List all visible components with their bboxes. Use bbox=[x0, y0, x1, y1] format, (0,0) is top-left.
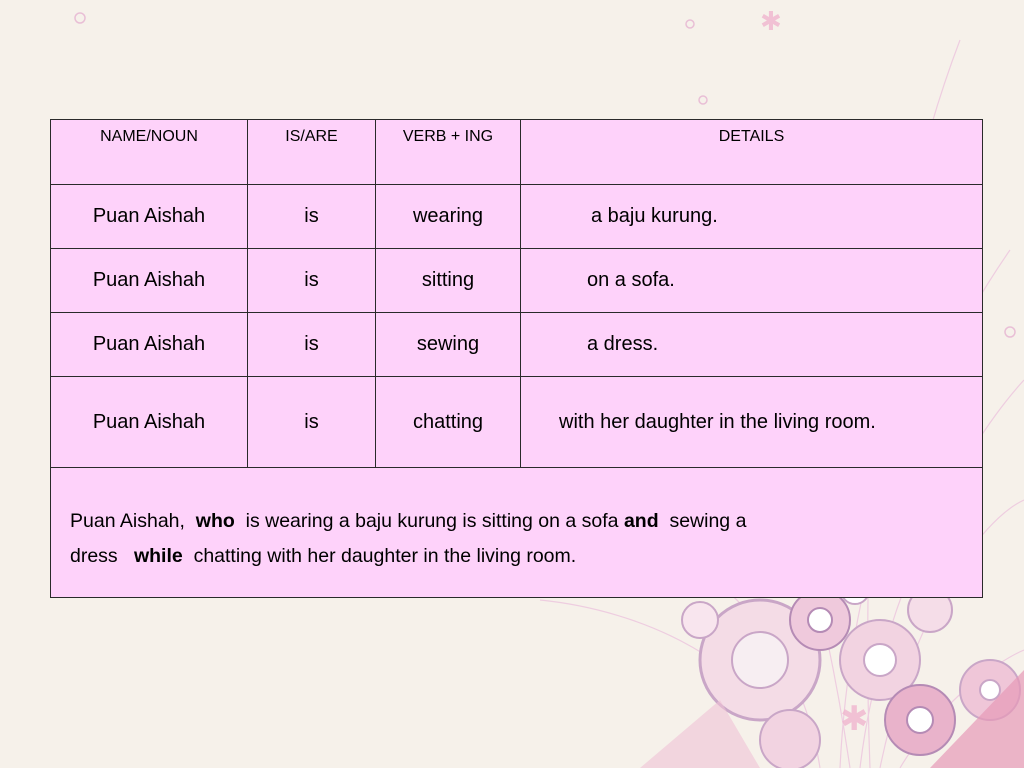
cell-details: on a sofa. bbox=[521, 249, 983, 313]
header-row bbox=[51, 120, 983, 185]
cell-verb: chatting bbox=[376, 377, 521, 468]
summary-part: dress bbox=[70, 545, 118, 567]
cell-is-are: is bbox=[248, 185, 376, 249]
cell-details: with her daughter in the living room. bbox=[521, 377, 983, 468]
conjunction-and: and bbox=[623, 510, 659, 532]
svg-text:✱: ✱ bbox=[840, 699, 869, 739]
header-verb-ing: VERB + ING bbox=[376, 120, 521, 185]
summary-part: Puan Aishah, bbox=[70, 510, 185, 532]
summary-row bbox=[51, 468, 983, 598]
table-row bbox=[51, 249, 983, 313]
summary-part: chatting with her daughter in the living room. bbox=[193, 545, 577, 567]
sentence-table bbox=[50, 119, 983, 598]
cell-details: a baju kurung. bbox=[521, 185, 983, 249]
header-name-noun: NAME/NOUN bbox=[51, 120, 248, 185]
conjunction-who: who bbox=[195, 510, 235, 532]
table-row bbox=[51, 185, 983, 249]
cell-verb: wearing bbox=[376, 185, 521, 249]
cell-name: Puan Aishah bbox=[51, 377, 248, 468]
header-is-are: IS/ARE bbox=[248, 120, 376, 185]
table-row bbox=[51, 377, 983, 468]
cell-verb: sewing bbox=[376, 313, 521, 377]
header-details: DETAILS bbox=[521, 120, 983, 185]
summary-part: is wearing a baju kurung is sitting on a sofa bbox=[245, 510, 619, 532]
cell-details: a dress. bbox=[521, 313, 983, 377]
table-row bbox=[51, 313, 983, 377]
cell-name: Puan Aishah bbox=[51, 185, 248, 249]
summary-part: sewing a bbox=[669, 510, 747, 532]
svg-text:✱: ✱ bbox=[760, 7, 782, 37]
cell-is-are: is bbox=[248, 377, 376, 468]
cell-name: Puan Aishah bbox=[51, 313, 248, 377]
summary-sentence bbox=[51, 468, 983, 598]
cell-is-are: is bbox=[248, 313, 376, 377]
conjunction-while: while bbox=[133, 545, 183, 567]
cell-verb: sitting bbox=[376, 249, 521, 313]
cell-name: Puan Aishah bbox=[51, 249, 248, 313]
cell-is-are: is bbox=[248, 249, 376, 313]
